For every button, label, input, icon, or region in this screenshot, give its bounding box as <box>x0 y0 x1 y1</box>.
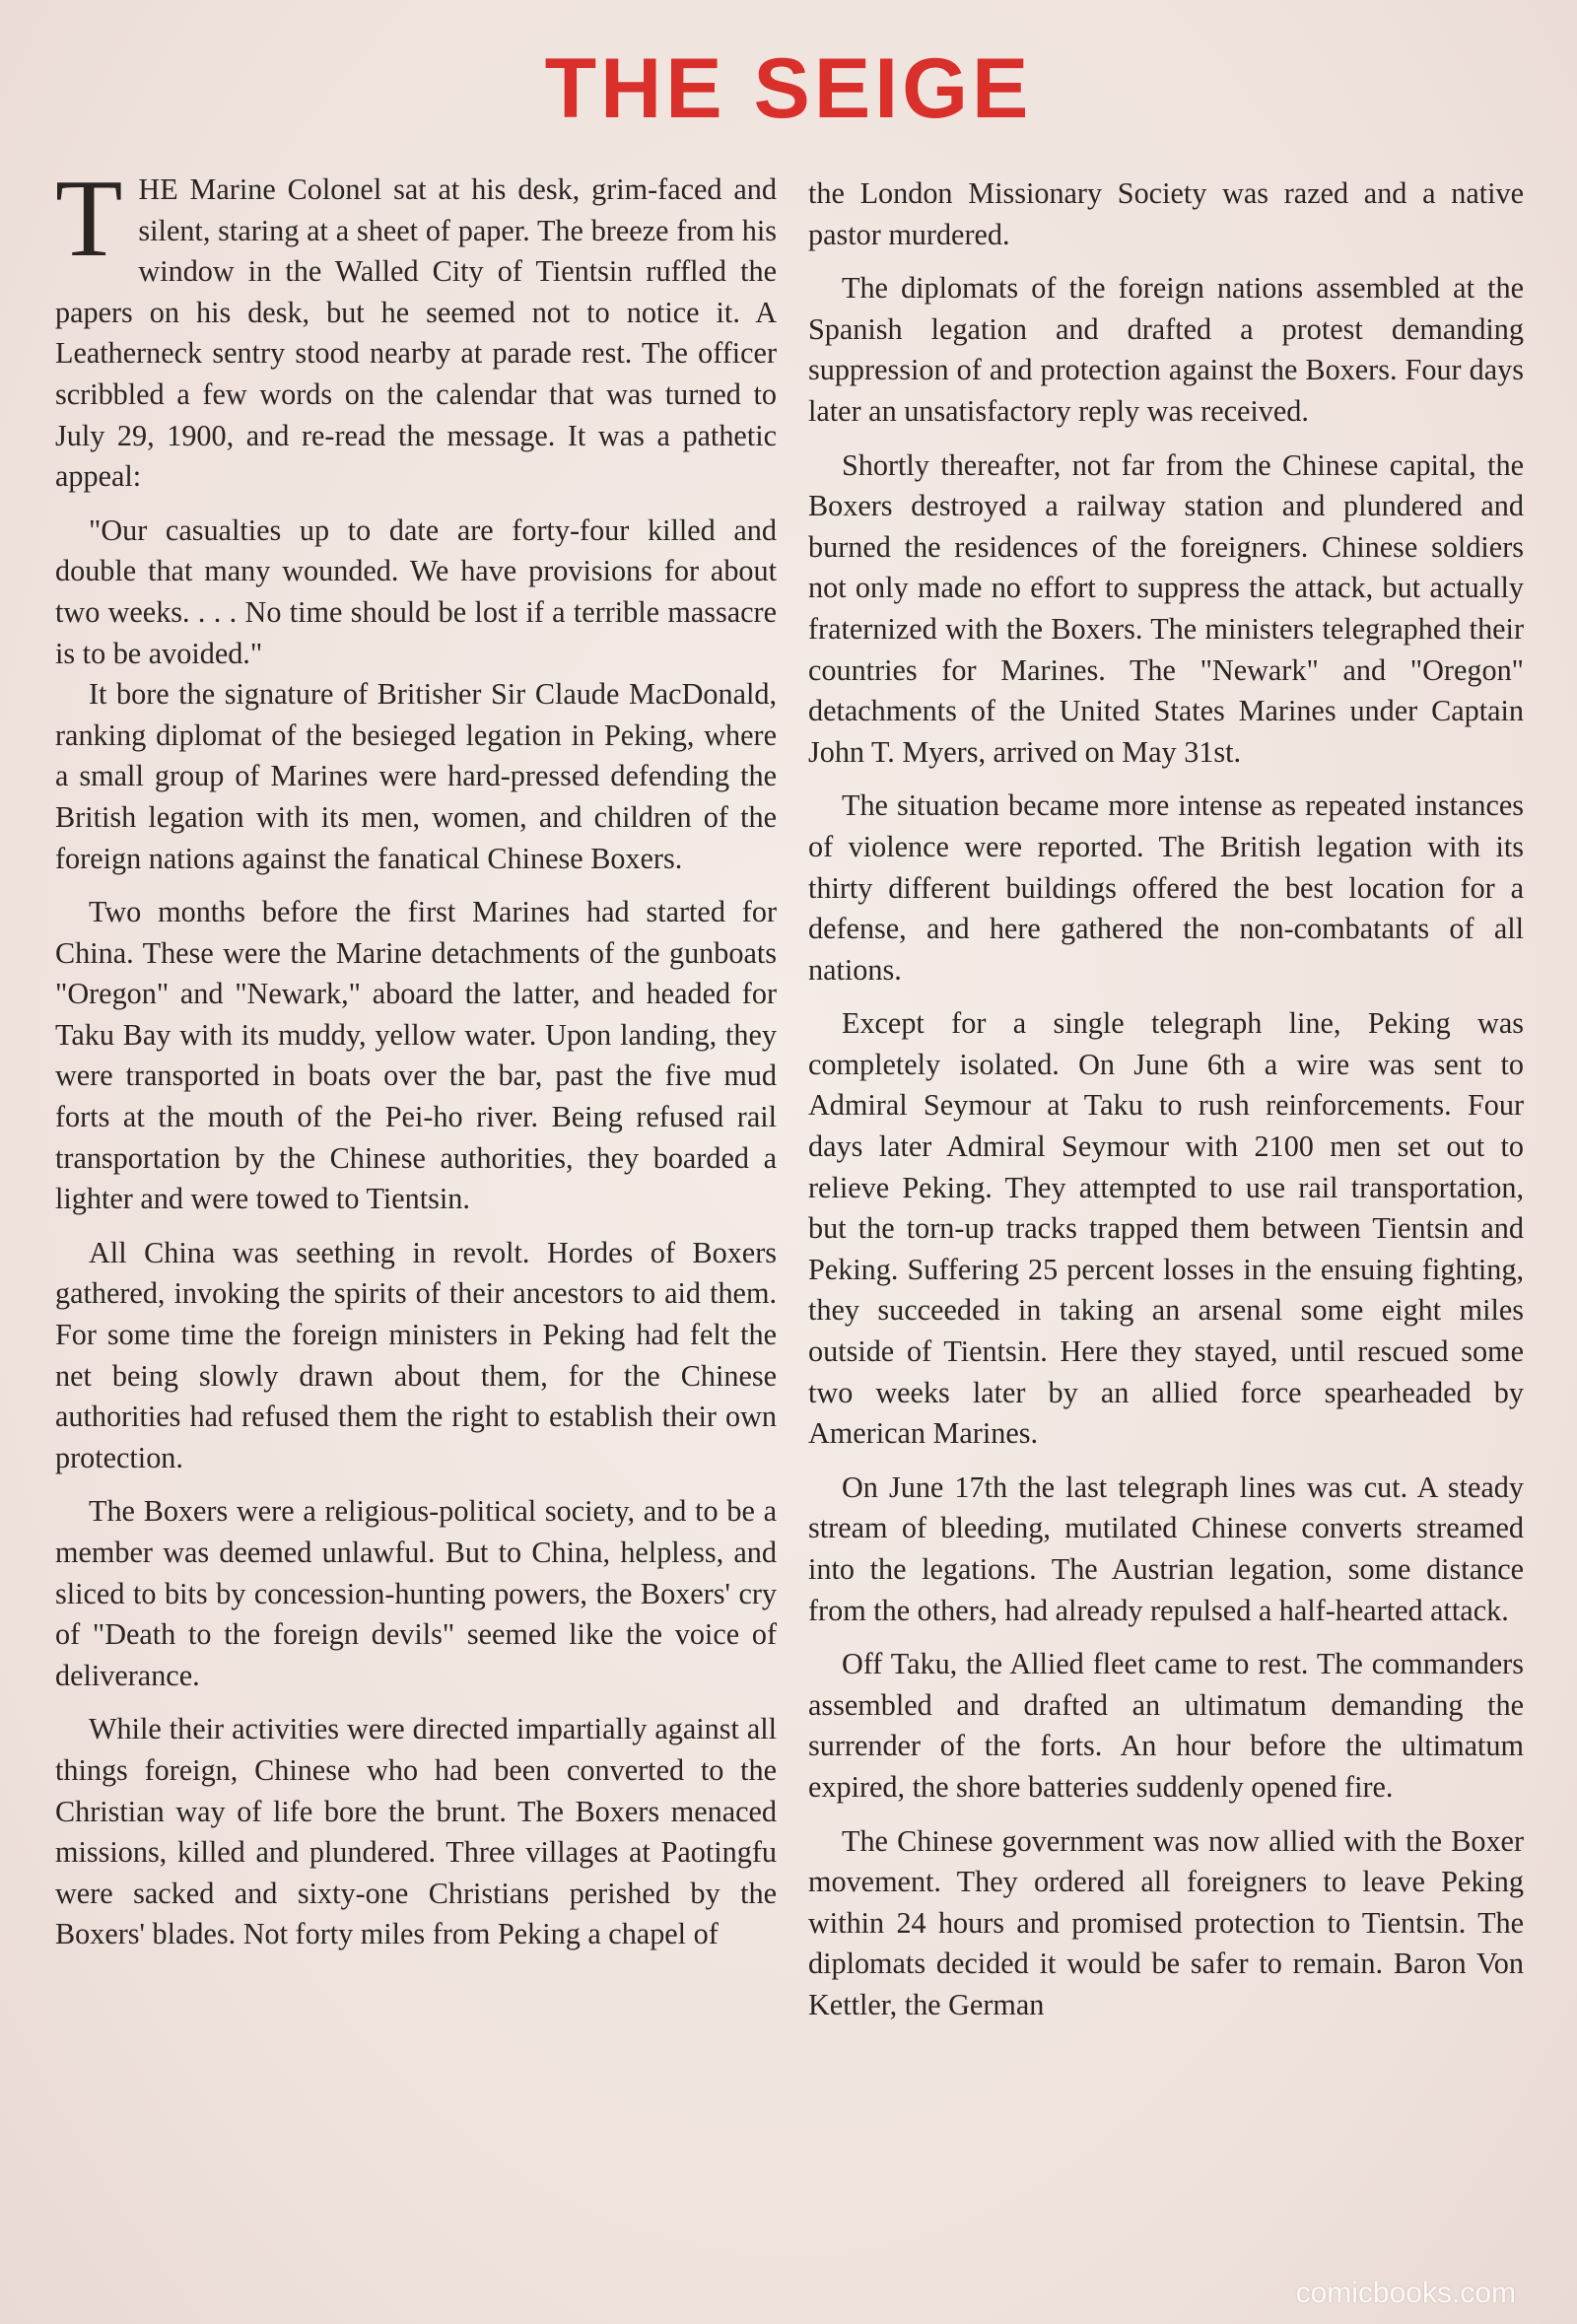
paragraph: Shortly thereafter, not far from the Chinese capital, the Boxers destroyed a railway station and plundered and burned the residences of the foreigners. Chinese soldiers not only made no effort to suppress the attack, but actually fraternized with the Boxers. The ministers telegraphed their countries for Marines. The "Newark" and "Oregon" detachments of the United States Marines under Captain John T. Myers, arrived on May 31st. <box>808 447 1524 769</box>
paragraph: Two months before the first Marines had started for China. These were the Marine detachments of the gunboats "Oregon" and "Newark," aboard the latter, and headed for Taku Bay with its muddy, yellow water. Upon landing, they were transported in boats over the bar, past the five mud forts at the mouth of the Pei-ho river. Being refused rail transportation by the Chinese authorities, they boarded a lighter and were towed to Tientsin. <box>55 895 777 1216</box>
paragraph: The situation became more intense as repeated instances of violence were reported. The British legation with its thirty different buildings offered the best location for a defense, and here gathered the non-combatants of all nations. <box>808 788 1524 987</box>
paragraph: The diplomats of the foreign nations assembled at the Spanish legation and drafted a protest demanding suppression of and protection against the Boxers. Four days later an unsatisfactory reply was received. <box>808 271 1524 428</box>
paragraph: All China was seething in revolt. Hordes of Boxers gathered, invoking the spirits of their ancestors to aid them. For some time the foreign ministers in Peking had felt the net being slowly drawn about them, for the Chinese authorities had refused them the right to establish their own protection. <box>55 1235 777 1474</box>
paragraph: The Boxers were a religious-political society, and to be a member was deemed unlawful. But to China, helpless, and sliced to bits by concession-hunting powers, the Boxers' cry of "Death to the foreign devils" seemed like the voice of deliverance. <box>55 1494 777 1692</box>
paragraph: the London Missionary Society was razed and a native pastor murdered. <box>808 176 1524 251</box>
paragraph: Off Taku, the Allied fleet came to rest. The commanders assembled and drafted an ultimatum demanding the surrender of the forts. An hour before the ultimatum expired, the shore batteries suddenly opened fire. <box>808 1647 1524 1804</box>
paragraph: The Chinese government was now allied with the Boxer movement. They ordered all foreigners to leave Peking within 24 hours and promised protection to Tientsin. The diplomats decided it would be safer to remain. Baron Von Kettler, the German <box>808 1823 1524 2021</box>
left-column <box>55 158 777 1968</box>
drop-cap: T <box>55 158 123 280</box>
paragraph: Except for a single telegraph line, Peking was completely isolated. On June 6th a wire was sent to Admiral Seymour at Taku to rush reinforcements. Four days later Admiral Seymour with 2100 men set out to relieve Peking. They attempted to use rail transportation, but the torn-up tracks trapped them between Tientsin and Peking. Suffering 25 percent losses in the ensuing fighting, they succeeded in taking an arsenal some eight miles outside of Tientsin. Here they stayed, until rescued some two weeks later by an allied force spearheaded by American Marines. <box>808 1006 1524 1451</box>
paragraph: "Our casualties up to date are forty-four killed and double that many wounded. We have provisions for about two weeks. . . . No time should be lost if a terrible massacre is to be avoided." <box>55 513 777 670</box>
paragraph: While their activities were directed impartially against all things foreign, Chinese who had been converted to the Christian way of life bore the brunt. The Boxers menaced missions, killed and plundered. Three villages at Paotingfu were sacked and sixty-one Christians perished by the Boxers' blades. Not forty miles from Peking a chapel of <box>55 1712 777 1951</box>
watermark: comicbooks.com <box>1295 2277 1516 2309</box>
paragraph <box>55 158 777 498</box>
paragraph: On June 17th the last telegraph lines was cut. A steady stream of bleeding, mutilated Chinese converts streamed into the legations. The Austrian legation, some distance from the others, had already repulsed a half-hearted attack. <box>808 1470 1524 1627</box>
right-column <box>808 173 1524 2039</box>
paragraph-text: HE Marine Colonel sat at his desk, grim-faced and silent, staring at a sheet of paper. The breeze from his window in the Walled City of Tientsin ruffled the papers on his desk, but he seemed not to notice it. A Leatherneck sentry stood nearby at parade rest. The officer scribbled a few words on the calendar that was turned to July 29, 1900, and re-read the message. It was a pathetic appeal: <box>55 172 777 494</box>
article-title: THE SEIGE <box>544 41 1033 136</box>
paragraph: It bore the signature of Britisher Sir Claude MacDonald, ranking diplomat of the besieged legation in Peking, where a small group of Marines were hard-pressed defending the British legation with its men, women, and children of the foreign nations against the fanatical Chinese Boxers. <box>55 677 777 875</box>
